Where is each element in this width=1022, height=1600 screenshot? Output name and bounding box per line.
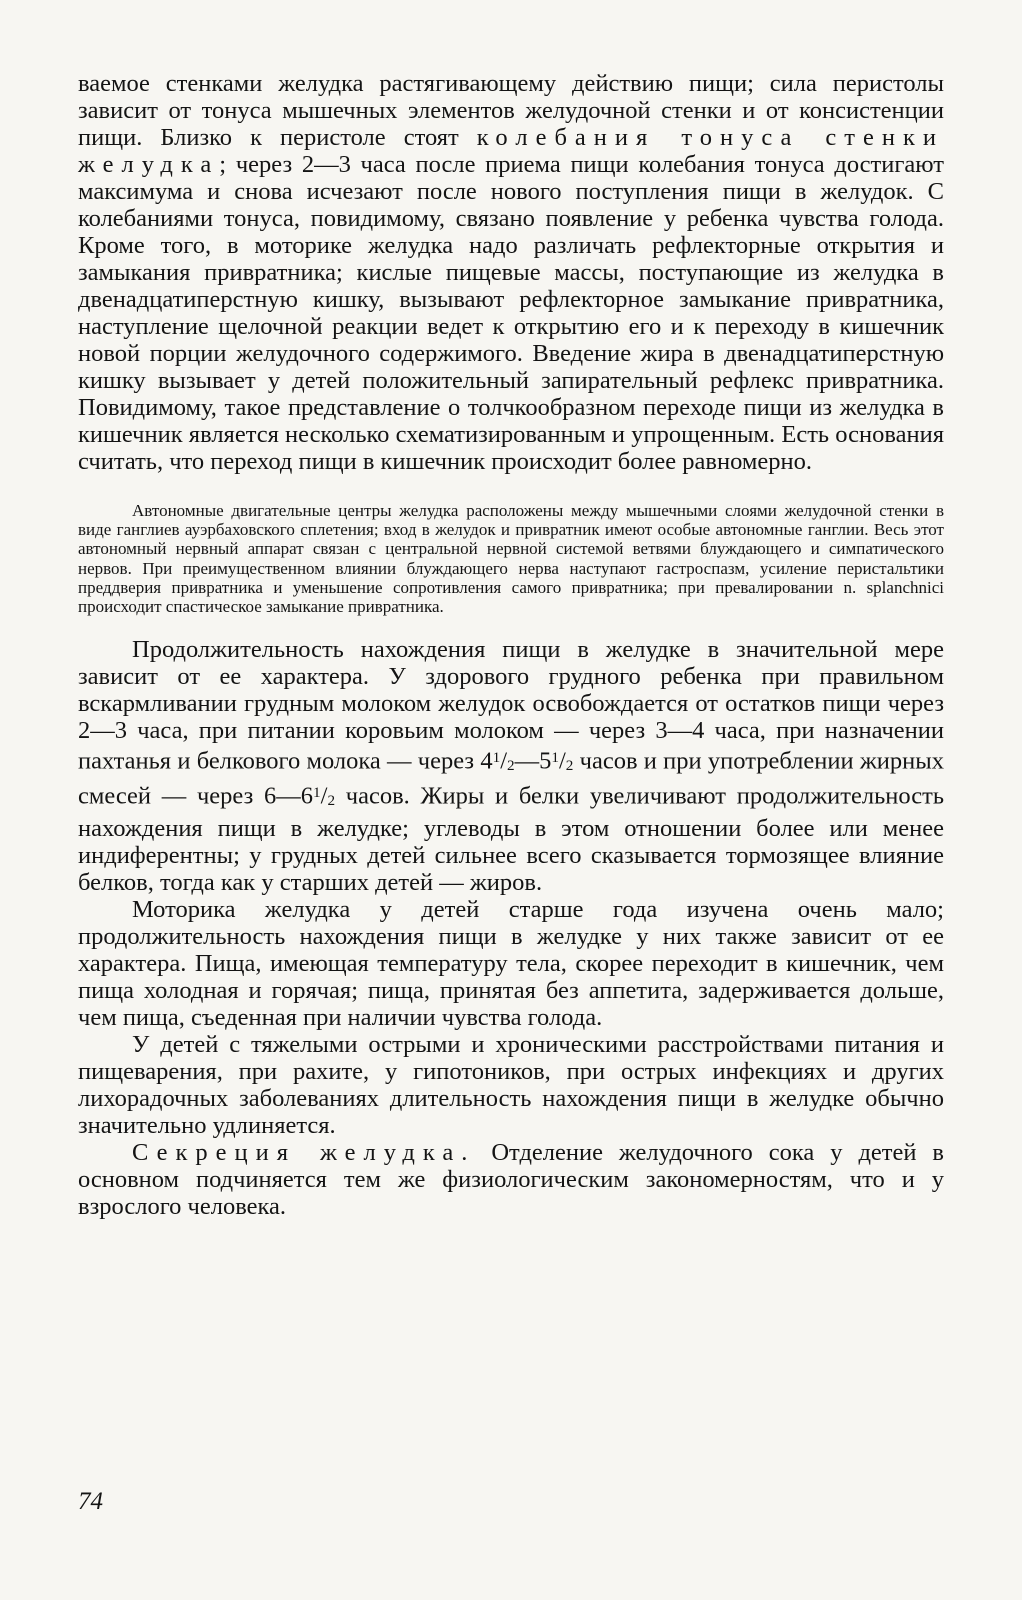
- fraction-slash: /: [320, 782, 328, 810]
- fraction-slash: /: [558, 747, 566, 775]
- paragraph-motility: [78, 70, 944, 475]
- text-run: ваемое стенками желудка растягивающему действию пищи; сила перистолы зависит от тонуса мышечных элементов желудочной стенки и от консистенции пищи. Близко к перистоле стоят: [78, 70, 944, 151]
- page-body: [78, 70, 944, 1220]
- paragraph-duration: [78, 636, 944, 895]
- fraction-denominator: 2: [507, 757, 515, 775]
- footnote-small-print: Автономные двигательные центры желудка расположены между мышечными слоями желудочной стенки в виде ганглиев ауэрбаховского сплетения; вход в желудок и привратник имеют особые автономные ганглии. Весь этот автономный нервный аппарат связан с центральной нервной системой ветвями блуждающего и симпатического нервов. При преимущественном влиянии блуждающего нерва наступают гастроспазм, усиление перистальтики преддверия привратника и уменьшение сопротивления самого привратника; при превалировании n. splanchnici происходит спастическое замыкание привратника.: [78, 501, 944, 617]
- spaced-term: колебания тонуса стенки желудка: [78, 124, 944, 178]
- text-run: —5: [514, 747, 552, 775]
- spaced-heading: Секреция желудка.: [132, 1138, 476, 1166]
- paragraph-secretion: [78, 1139, 944, 1220]
- fraction-denominator: 2: [327, 792, 336, 810]
- paragraph-older-children: Моторика желудка у детей старше года изучена очень мало; продолжительность нахождения пищи в желудке у них также зависит от ее характера. Пища, имеющая температуру тела, скорее переходит в кишечник, чем пища холодная и горячая; пища, принятая без аппетита, задерживается дольше, чем пища, съеденная при наличии чувства голода.: [78, 895, 944, 1031]
- fraction-slash: /: [500, 747, 508, 775]
- text-run: ; через 2—3 часа после приема пищи колебания тонуса достигают максимума и снова исчезают после нового поступления пищи в желудок. С колебаниями тонуса, повидимому, связано появление у ребенка чувства голода. Кроме того, в моторике желудка надо различать рефлекторные открытия и замыкания привратника; кислые пищевые массы, поступающие из желудка в двенадцатиперстную кишку, вызывают рефлекторное замыкание привратника, наступление щелочной реакции ведет к открытию его и к переходу в кишечник новой порции желудочного содержимого. Введение жира в двенадцатиперстную кишку вызывает у детей положительный запирательный рефлекс привратника. Повидимому, такое представление о толчкообразном переходе пищи из желудка в кишечник является несколько схематизированным и упрощенным. Есть основания считать, что переход пищи в кишечник происходит более равномерно.: [78, 151, 944, 475]
- fraction-numerator: 1: [313, 784, 321, 802]
- text-run: Отделение желудочного сока у детей в основном подчиняется тем же физиологическим закономерностям, что и у взрослого человека.: [78, 1138, 944, 1220]
- fraction-numerator: 1: [551, 749, 559, 767]
- page-number: 74: [78, 1488, 103, 1515]
- text-run: часов и при употреблении жирных смесей — через 6—6: [78, 747, 944, 810]
- text-run: Продолжительность нахождения пищи в желудке в значительной мере зависит от ее характера. У здорового грудного ребенка при правильном вскармливании грудным молоком желудок освобождается от остатков пищи через 2—3 часа, при питании коровьим молоком — через 3—4 часа, при назначении пахтанья и белкового молока — через 4: [78, 636, 944, 775]
- fraction-denominator: 2: [565, 757, 574, 775]
- text-run: часов. Жиры и белки увеличивают продолжительность нахождения пищи в желудке; углеводы в этом отношении более или менее индиферентны; у грудных детей сильнее всего сказывается тормозящее влияние белков, тогда как у старших детей — жиров.: [78, 782, 944, 896]
- paragraph-disorders: У детей с тяжелыми острыми и хроническими расстройствами питания и пищеварения, при рахите, у гипотоников, при острых инфекциях и других лихорадочных заболеваниях длительность нахождения пищи в желудке обычно значительно удлиняется.: [78, 1030, 944, 1139]
- fraction-numerator: 1: [492, 749, 501, 767]
